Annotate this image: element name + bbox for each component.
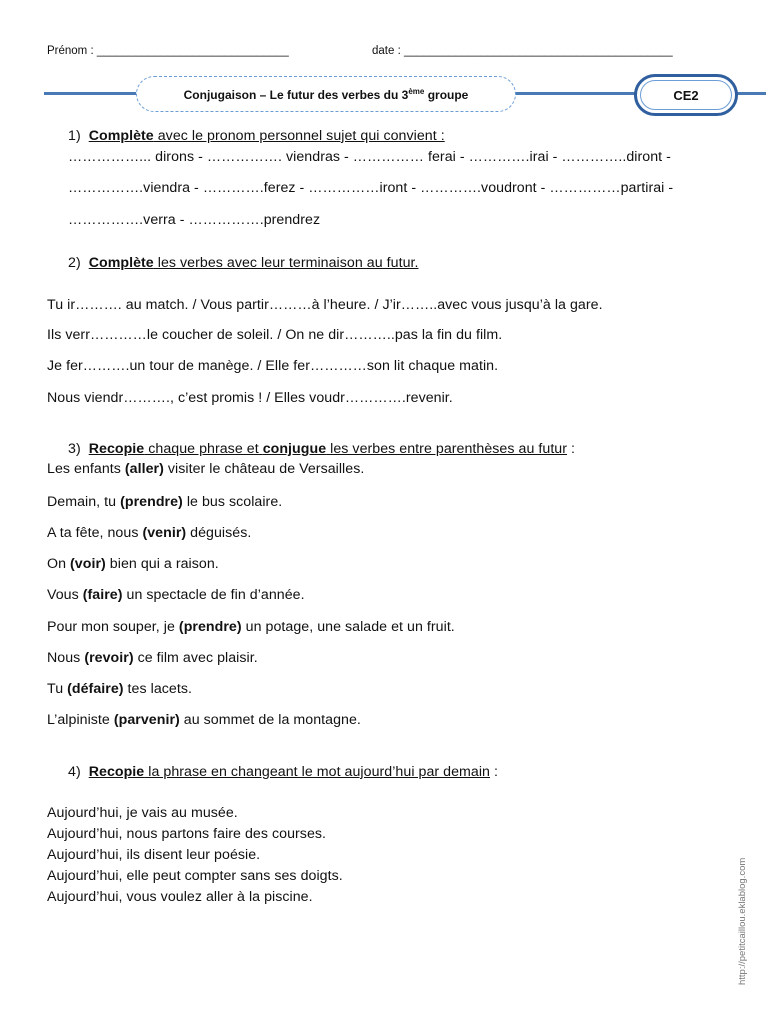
exercise-2-line: Nous viendr………., c’est promis ! / Elles voudr………….revenir. xyxy=(47,390,453,406)
date-field[interactable]: date : __________________________________________ xyxy=(372,45,673,57)
exercise-4-line: Aujourd’hui, ils disent leur poésie. xyxy=(47,847,261,863)
level-badge xyxy=(634,74,738,116)
exercise-3-sentence: Nous (revoir) ce film avec plaisir. xyxy=(47,650,258,666)
exercise-3-sentence: L’alpiniste (parvenir) au sommet de la montagne. xyxy=(47,712,361,728)
exercise-3-sentence: Tu (défaire) tes lacets. xyxy=(47,681,192,697)
title-text: Conjugaison – Le futur des verbes du 3ème groupe xyxy=(183,86,469,102)
exercise-1-instruction: 1) Complète avec le pronom personnel sujet qui convient : xyxy=(68,128,445,144)
exercise-2-line: Je fer……….un tour de manège. / Elle fer…………son lit chaque matin. xyxy=(47,358,499,374)
exercise-3-sentence: Vous (faire) un spectacle de fin d’année. xyxy=(47,587,305,603)
exercise-2-instruction: 2) Complète les verbes avec leur terminaison au futur. xyxy=(68,255,419,271)
prenom-field[interactable]: Prénom : ______________________________ xyxy=(47,45,289,57)
exercise-3-sentence: A ta fête, nous (venir) déguisés. xyxy=(47,525,252,541)
exercise-4-instruction: 4) Recopie la phrase en changeant le mot aujourd’hui par demain : xyxy=(68,764,498,780)
exercise-2-line: Ils verr…………le coucher de soleil. / On ne dir………..pas la fin du film. xyxy=(47,327,503,343)
exercise-4-line: Aujourd’hui, je vais au musée. xyxy=(47,805,238,821)
exercise-1-line: …………….viendra - ………….ferez - ……………iront - ………….voudront - ……………partirai - xyxy=(68,180,674,196)
page-title xyxy=(136,76,516,112)
exercise-3-sentence: Pour mon souper, je (prendre) un potage, une salade et un fruit. xyxy=(47,619,455,635)
exercise-4-line: Aujourd’hui, elle peut compter sans ses doigts. xyxy=(47,868,343,884)
exercise-4-line: Aujourd’hui, nous partons faire des courses. xyxy=(47,826,327,842)
exercise-4-line: Aujourd’hui, vous voulez aller à la piscine. xyxy=(47,889,313,905)
title-line-right xyxy=(736,92,766,95)
title-line-left xyxy=(44,92,140,95)
exercise-2-line: Tu ir………. au match. / Vous partir………à l’heure. / J’ir……..avec vous jusqu’à la gare. xyxy=(47,297,603,313)
source-watermark: http://petitcaillou.eklablog.com xyxy=(737,857,748,985)
level-badge-label: CE2 xyxy=(640,80,732,110)
exercise-3-sentence: Les enfants (aller) visiter le château de Versailles. xyxy=(47,461,365,477)
exercise-3-instruction: 3) Recopie chaque phrase et conjugue les verbes entre parenthèses au futur : xyxy=(68,441,576,457)
exercise-3-sentence: Demain, tu (prendre) le bus scolaire. xyxy=(47,494,283,510)
exercise-3-sentence: On (voir) bien qui a raison. xyxy=(47,556,219,572)
title-line-middle xyxy=(514,92,638,95)
exercise-1-line: ……………... dirons - ……………. viendras - …………… ferai - ………….irai - …………..diront - xyxy=(68,149,671,165)
exercise-1-line: …………….verra - …………….prendrez xyxy=(68,212,321,228)
